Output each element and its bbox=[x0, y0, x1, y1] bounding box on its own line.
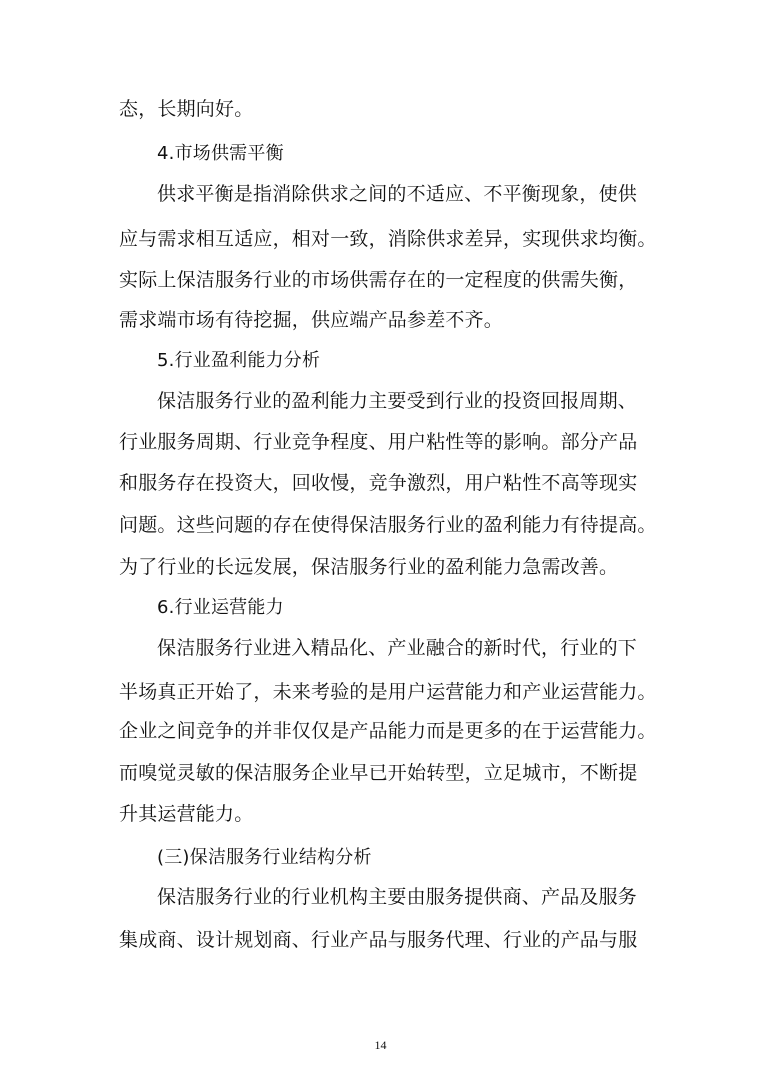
body-text-line: 企业之间竞争的并非仅仅是产品能力而是更多的在于运营能力。 bbox=[119, 720, 657, 742]
paragraph-first-line: 保洁服务行业的盈利能力主要受到行业的投资回报周期、 bbox=[157, 390, 638, 412]
body-text-line: 集成商、设计规划商、行业产品与服务代理、行业的产品与服 bbox=[119, 929, 638, 951]
body-text-line: 问题。这些问题的存在使得保洁服务行业的盈利能力有待提高。 bbox=[119, 514, 657, 536]
section-heading: 6.行业运营能力 bbox=[157, 597, 284, 618]
page-number: 14 bbox=[374, 1038, 387, 1052]
body-text-line: 应与需求相互适应，相对一致，消除供求差异，实现供求均衡。 bbox=[119, 228, 657, 250]
section-heading: (三)保洁服务行业结构分析 bbox=[157, 847, 372, 868]
body-text-line: 需求端市场有待挖掘，供应端产品参差不齐。 bbox=[119, 309, 504, 331]
body-text-line: 而嗅觉灵敏的保洁服务企业早已开始转型，立足城市，不断提 bbox=[119, 762, 638, 784]
body-text-line: 和服务存在投资大，回收慢，竞争激烈，用户粘性不高等现实 bbox=[119, 472, 638, 494]
section-heading: 5.行业盈利能力分析 bbox=[157, 350, 321, 371]
paragraph-first-line: 供求平衡是指消除供求之间的不适应、不平衡现象，使供 bbox=[157, 183, 638, 205]
body-text-line: 升其运营能力。 bbox=[119, 803, 254, 825]
paragraph-first-line: 保洁服务行业的行业机构主要由服务提供商、产品及服务 bbox=[157, 886, 638, 908]
body-text-line: 态，长期向好。 bbox=[119, 98, 254, 120]
body-text-line: 为了行业的长远发展，保洁服务行业的盈利能力急需改善。 bbox=[119, 556, 619, 578]
section-heading: 4.市场供需平衡 bbox=[157, 143, 284, 164]
body-text-line: 半场真正开始了，未来考验的是用户运营能力和产业运营能力。 bbox=[119, 681, 657, 703]
body-text-line: 行业服务周期、行业竞争程度、用户粘性等的影响。部分产品 bbox=[119, 431, 638, 453]
paragraph-first-line: 保洁服务行业进入精品化、产业融合的新时代，行业的下 bbox=[157, 637, 638, 659]
body-text-line: 实际上保洁服务行业的市场供需存在的一定程度的供需失衡， bbox=[119, 269, 638, 291]
